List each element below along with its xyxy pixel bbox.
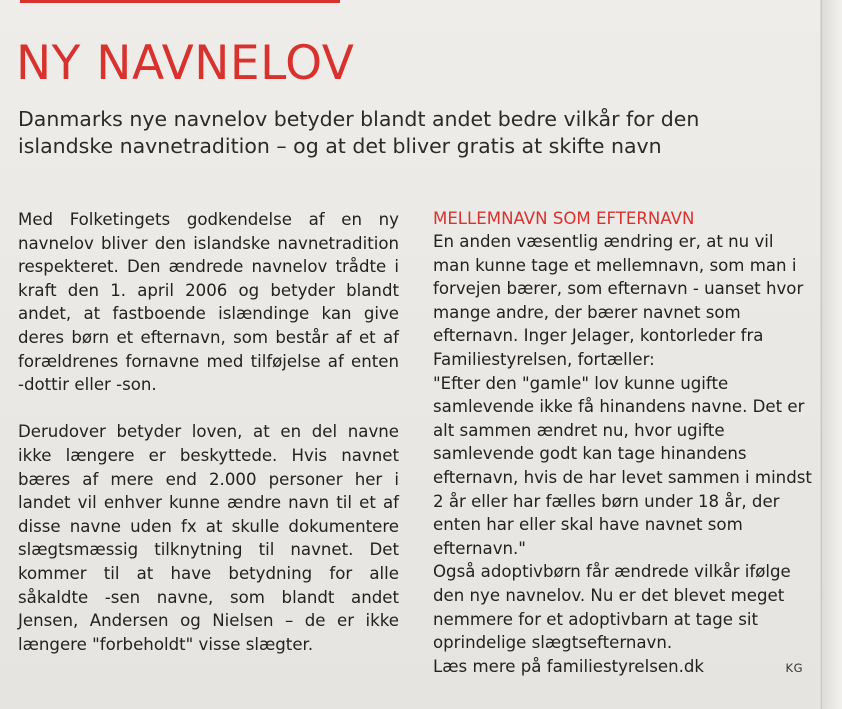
- section-subheading: MELLEMNAVN SOM EFTERNAVN: [433, 209, 695, 228]
- page-fold-line: [821, 0, 822, 709]
- top-accent-rule: [20, 0, 340, 3]
- article-lead: Danmarks nye navnelov betyder blandt andet bedre vilkår for den islandske navnetradition – og at det bliver gratis at skifte navn: [18, 107, 700, 158]
- body-paragraph: Derudover betyder loven, at en del navne ikke længere er beskyttede. Hvis navnet bæres af mere end 2.000 personer her i landet vil enhver kunne ændre navn til et af disse navne uden fx at skulle dokumentere slægtsmæssig tilknytning til navnet. Det kommer til at have betydning for alle såkaldte -sen navne, som blandt andet Jensen, Andersen og Nielsen – de er ikke længere "forbeholdt" visse slægter.: [18, 422, 399, 654]
- quote-paragraph: "Efter den "gamle" lov kunne ugifte samlevende ikke få hinandens navne. Det er alt sammen ændret nu, hvor ugifte samlevende godt kan tage hinandens efternavn, hvis de har levet sammen i mindst 2 år eller har fælles børn under 18 år, der enten har eller skal have navnet som efternavn.": [433, 373, 812, 558]
- article-title: NY NAVNELOV: [16, 36, 355, 91]
- left-column: [18, 208, 399, 656]
- body-paragraph: Med Folketingets godkendelse af en ny navnelov bliver den islandske navnetradition respekteret. Den ændrede navnelov trådte i kraft den 1. april 2006 og betyder blandt andet, at fastboende islændinge kan give deres børn et efternavn, som består af et af forældrenes fornavne med tilføjelse af enten -dottir eller -son.: [18, 210, 399, 395]
- article-signoff: [433, 655, 813, 681]
- body-paragraph: Også adoptivbørn får ændrede vilkår ifølge den nye navnelov. Nu er det blevet meget nemmere for et adoptivbarn at tage sit oprindelige slægtsefternavn.: [433, 562, 791, 653]
- body-paragraph: En anden væsentlig ændring er, at nu vil man kunne tage et mellemnavn, som man i forvejen bærer, som efternavn - uanset hvor mange andre, der bærer navnet som efternavn. Inger Jelager, kontorleder fra Familiestyrelsen, fortæller:: [433, 232, 804, 369]
- right-column: [433, 207, 813, 680]
- page-edge-shadow: [820, 0, 842, 709]
- read-more-text: Læs mere på familiestyrelsen.dk: [433, 656, 705, 676]
- author-initials: KG: [785, 660, 803, 675]
